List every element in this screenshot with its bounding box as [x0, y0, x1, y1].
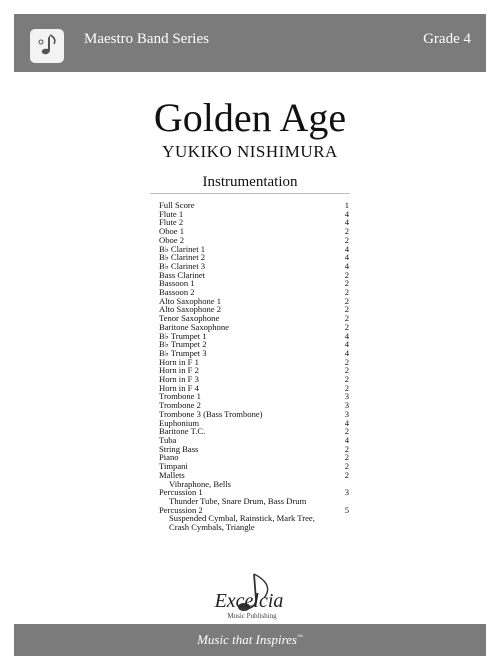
- instrument-qty: 4: [344, 243, 349, 254]
- instrument-name: Trombone 3 (Bass Trombone): [159, 408, 263, 419]
- series-name: Maestro Band Series: [84, 31, 209, 47]
- composer-name: YUKIKO NISHIMURA: [162, 142, 338, 161]
- instrument-qty: 3: [344, 391, 349, 402]
- instrument-row: [159, 427, 349, 436]
- instrument-qty: 4: [344, 208, 349, 219]
- instrument-qty: 5: [344, 504, 349, 515]
- instrument-qty: 4: [344, 347, 349, 358]
- footer-tagline: [197, 632, 303, 648]
- instrument-qty: 2: [344, 234, 349, 245]
- instrument-qty: 2: [344, 287, 349, 298]
- instrument-qty: 4: [344, 417, 349, 428]
- instrument-name: Baritone T.C.: [159, 426, 206, 437]
- instrument-name: Alto Saxophone 2: [159, 304, 222, 315]
- instrument-name: Bassoon 1: [159, 278, 195, 289]
- instrument-name: Bassoon 2: [159, 287, 195, 298]
- instrument-qty: [337, 514, 349, 523]
- cover-page: [14, 14, 486, 656]
- instrument-name: Tenor Saxophone: [159, 313, 220, 324]
- instrument-name: Trombone 2: [159, 400, 201, 411]
- instrument-qty: 2: [344, 295, 349, 306]
- instrument-name: Oboe 1: [159, 226, 185, 237]
- header-bar: [14, 14, 486, 72]
- instrument-row: [159, 218, 349, 227]
- instrument-row: [159, 210, 349, 219]
- instrument-qty: 2: [344, 269, 349, 280]
- instrument-row: [159, 462, 349, 471]
- note-logo-icon: [30, 29, 64, 63]
- instrument-row: [159, 201, 349, 210]
- instrument-name: Full Score: [159, 200, 195, 210]
- instrument-qty: 2: [344, 469, 349, 480]
- instrument-qty: 2: [344, 461, 349, 472]
- instrument-name: Percussion 1: [159, 487, 203, 498]
- instrument-qty: 2: [344, 321, 349, 332]
- instrument-name: B♭ Trumpet 3: [159, 347, 207, 358]
- instrument-name: Tuba: [159, 434, 177, 445]
- instrument-name: Horn in F 1: [159, 356, 199, 367]
- instrument-qty: 2: [344, 365, 349, 376]
- instrument-name: Timpani: [159, 461, 188, 472]
- instrument-name: Horn in F 2: [159, 365, 199, 376]
- instrument-qty: 3: [344, 487, 349, 498]
- grade-label: Grade 4: [423, 31, 471, 47]
- instrument-qty: 2: [344, 313, 349, 324]
- instrument-name: B♭ Clarinet 3: [159, 260, 206, 271]
- instrument-qty: 4: [344, 330, 349, 341]
- instrument-qty: 3: [344, 408, 349, 419]
- instrument-qty: 4: [344, 434, 349, 445]
- instrument-qty: 4: [344, 252, 349, 263]
- publisher-logo-art: [194, 570, 304, 622]
- instrument-name: B♭ Clarinet 1: [159, 243, 206, 254]
- instrument-name: Euphonium: [159, 417, 200, 428]
- instrument-name: Oboe 2: [159, 234, 185, 245]
- instrument-name: Horn in F 3: [159, 374, 199, 385]
- instrument-row: [159, 227, 349, 236]
- instrument-qty: 2: [344, 426, 349, 437]
- instrument-qty: 2: [344, 304, 349, 315]
- instrumentation-list: [159, 201, 349, 532]
- instrument-name: Percussion 2: [159, 504, 203, 515]
- instrument-name: Alto Saxophone 1: [159, 295, 222, 306]
- instrument-name: B♭ Clarinet 2: [159, 252, 206, 263]
- instrument-qty: [337, 523, 349, 532]
- trademark-mark: ™: [297, 634, 303, 641]
- instrument-name: String Bass: [159, 443, 199, 454]
- instrumentation-heading: Instrumentation: [202, 174, 298, 190]
- publisher-logo: [194, 570, 304, 622]
- instrument-qty: 4: [344, 260, 349, 271]
- instrument-qty: 4: [344, 217, 349, 228]
- instrument-name: B♭ Trumpet 2: [159, 339, 207, 350]
- instrument-qty: 2: [344, 278, 349, 289]
- footer-bar: [14, 624, 486, 656]
- publisher-name: Excelcia: [214, 590, 284, 612]
- publisher-subtitle: Music Publishing: [227, 612, 277, 620]
- instrument-name: Piano: [159, 452, 179, 463]
- instrument-name: Bass Clarinet: [159, 269, 206, 280]
- instrument-name: Suspended Cymbal, Rainstick, Mark Tree,: [169, 513, 315, 524]
- instrument-row: [159, 445, 349, 454]
- instrument-name: Flute 2: [159, 217, 184, 228]
- instrument-name: Vibraphone, Bells: [169, 478, 232, 489]
- instrument-qty: 2: [344, 226, 349, 237]
- instrument-qty: 4: [344, 339, 349, 350]
- instrument-name: Mallets: [159, 469, 185, 480]
- instrument-qty: 2: [344, 356, 349, 367]
- instrument-name: Horn in F 4: [159, 382, 199, 393]
- instrument-qty: 1: [344, 200, 349, 210]
- instrument-name: B♭ Trumpet 1: [159, 330, 207, 341]
- instrument-name: Flute 1: [159, 208, 184, 219]
- instrument-qty: 2: [344, 443, 349, 454]
- instrument-name: Crash Cymbals, Triangle: [169, 522, 255, 533]
- instrument-name: Trombone 1: [159, 391, 201, 402]
- instrument-qty: 3: [344, 400, 349, 411]
- page-title: Golden Age: [153, 95, 347, 140]
- instrument-qty: 2: [344, 382, 349, 393]
- tagline-text: Music that Inspires: [197, 632, 297, 647]
- divider: [150, 193, 350, 194]
- instrument-name: Baritone Saxophone: [159, 321, 229, 332]
- instrument-note: [159, 523, 349, 532]
- instrument-qty: 2: [344, 374, 349, 385]
- instrument-qty: 2: [344, 452, 349, 463]
- instrument-name: Thunder Tube, Snare Drum, Bass Drum: [169, 495, 307, 506]
